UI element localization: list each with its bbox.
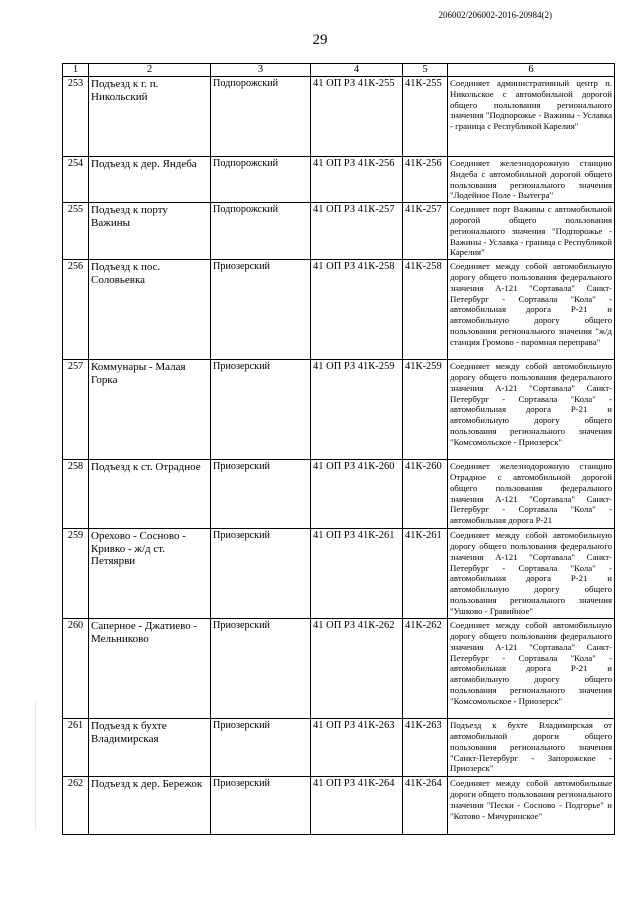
page-number: 29 [312, 32, 328, 48]
column-header: 3 [211, 64, 311, 77]
table-row [63, 260, 615, 360]
road-name: Подъезд к пос. Соловьевка [89, 260, 211, 360]
column-header: 2 [89, 64, 211, 77]
column-header: 5 [403, 64, 448, 77]
road-short-code: 41К-261 [403, 529, 448, 619]
table-row [63, 529, 615, 619]
road-short-code: 41К-259 [403, 360, 448, 460]
district: Приозерский [211, 360, 311, 460]
road-id: 41 ОП РЗ 41К-257 [311, 203, 403, 260]
road-short-code: 41К-260 [403, 460, 448, 529]
road-name: Подъезд к дер. Яндеба [89, 157, 211, 203]
row-number: 261 [63, 719, 89, 777]
table-row [63, 360, 615, 460]
row-number: 262 [63, 777, 89, 835]
row-number: 258 [63, 460, 89, 529]
road-name: Подъезд к г. п. Никольский [89, 77, 211, 157]
road-name: Подъезд к дер. Бережок [89, 777, 211, 835]
district: Подпорожский [211, 203, 311, 260]
road-description: Соединяет железнодорожную станцию Яндеба с автомобильной дорогой общего пользования регионального значения "Лодейное Поле - Вытегра" [448, 157, 615, 203]
road-description: Соединяет порт Важины с автомобильной дорогой общего пользования регионального значения "Подпорожье - Важины - Уславка - граница с Республикой Карелия" [448, 203, 615, 260]
road-id: 41 ОП РЗ 41К-264 [311, 777, 403, 835]
table-row [63, 203, 615, 260]
road-name: Подъезд к порту Важины [89, 203, 211, 260]
district: Приозерский [211, 260, 311, 360]
row-number: 256 [63, 260, 89, 360]
district: Подпорожский [211, 77, 311, 157]
road-short-code: 41К-255 [403, 77, 448, 157]
road-description: Соединяет между собой автомобильную дорогу общего пользования федерального значения А-121 "Сортавала" Санкт-Петербург - Сортавала "Кола" - автомобильная дорога Р-21 и автомобильную дорогу общего пользования регионального значения "Ушково - Гравийное" [448, 529, 615, 619]
road-name: Коммунары - Малая Горка [89, 360, 211, 460]
district: Приозерский [211, 529, 311, 619]
road-name: Орехово - Сосново - Кривко - ж/д ст. Петяярви [89, 529, 211, 619]
road-description: Соединяет железнодорожную станцию Отрадное с автомобильной дорогой общего пользования федерального значения А-121 "Сортавала" Санкт-Петербург - Сортавала "Кола" - автомобильная дорога Р-21 [448, 460, 615, 529]
road-description: Подъезд к бухте Владимирская от автомобильной дороги общего пользования регионального значения "Санкт-Петербург - Запорожское - Приозерск" [448, 719, 615, 777]
column-header: 4 [311, 64, 403, 77]
road-short-code: 41К-263 [403, 719, 448, 777]
road-name: Подъезд к ст. Отрадное [89, 460, 211, 529]
road-description: Соединяет между собой автомобильные дороги общего пользования регионального значения "Пески - Сосново - Подгорье" и "Котово - Мичуринское" [448, 777, 615, 835]
district: Приозерский [211, 719, 311, 777]
table-row [63, 777, 615, 835]
table-header-row [63, 64, 615, 77]
roads-table [62, 63, 615, 835]
row-number: 254 [63, 157, 89, 203]
road-id: 41 ОП РЗ 41К-260 [311, 460, 403, 529]
table-row [63, 619, 615, 719]
road-id: 41 ОП РЗ 41К-262 [311, 619, 403, 719]
district: Приозерский [211, 777, 311, 835]
row-number: 257 [63, 360, 89, 460]
road-short-code: 41К-264 [403, 777, 448, 835]
road-id: 41 ОП РЗ 41К-261 [311, 529, 403, 619]
road-name: Саперное - Джатиево - Мельниково [89, 619, 211, 719]
road-id: 41 ОП РЗ 41К-259 [311, 360, 403, 460]
road-description: Соединяет между собой автомобильную дорогу общего пользования федерального значения А-121 "Сортавала" Санкт-Петербург - Сортавала "Кола" - автомобильная дорога Р-21 и автомобильную дорогу общего пользования регионального значения "ж/д станция Громово - паромная переправа" [448, 260, 615, 360]
district: Приозерский [211, 619, 311, 719]
table-row [63, 460, 615, 529]
road-short-code: 41К-257 [403, 203, 448, 260]
row-number: 259 [63, 529, 89, 619]
road-short-code: 41К-262 [403, 619, 448, 719]
road-short-code: 41К-258 [403, 260, 448, 360]
road-id: 41 ОП РЗ 41К-258 [311, 260, 403, 360]
road-id: 41 ОП РЗ 41К-263 [311, 719, 403, 777]
road-description: Соединяет административный центр п. Никольское с автомобильной дорогой общего пользования регионального значения "Подпорожье - Важины - Уславка - граница с Республикой Карелия" [448, 77, 615, 157]
table-row [63, 157, 615, 203]
table-row [63, 77, 615, 157]
scan-margin-line [35, 700, 36, 830]
column-header: 1 [63, 64, 89, 77]
road-description: Соединяет между собой автомобильную дорогу общего пользования федерального значения А-121 "Сортавала" Санкт-Петербург - Сортавала "Кола" - автомобильная дорога Р-21 и автомобильную дорогу общего пользования регионального значения "Комсомольское - Приозерск" [448, 619, 615, 719]
road-name: Подъезд к бухте Владимирская [89, 719, 211, 777]
row-number: 253 [63, 77, 89, 157]
row-number: 255 [63, 203, 89, 260]
road-short-code: 41К-256 [403, 157, 448, 203]
district: Приозерский [211, 460, 311, 529]
column-header: 6 [448, 64, 615, 77]
road-description: Соединяет между собой автомобильную дорогу общего пользования федерального значения А-121 "Сортавала" Санкт-Петербург - Сортавала "Кола" - автомобильная дорога Р-21 и автомобильную дорогу общего пользования регионального значения "Комсомольское - Приозерск" [448, 360, 615, 460]
table-row [63, 719, 615, 777]
district: Подпорожский [211, 157, 311, 203]
row-number: 260 [63, 619, 89, 719]
road-id: 41 ОП РЗ 41К-255 [311, 77, 403, 157]
road-id: 41 ОП РЗ 41К-256 [311, 157, 403, 203]
document-number: 206002/206002-2016-20984(2) [438, 10, 552, 20]
